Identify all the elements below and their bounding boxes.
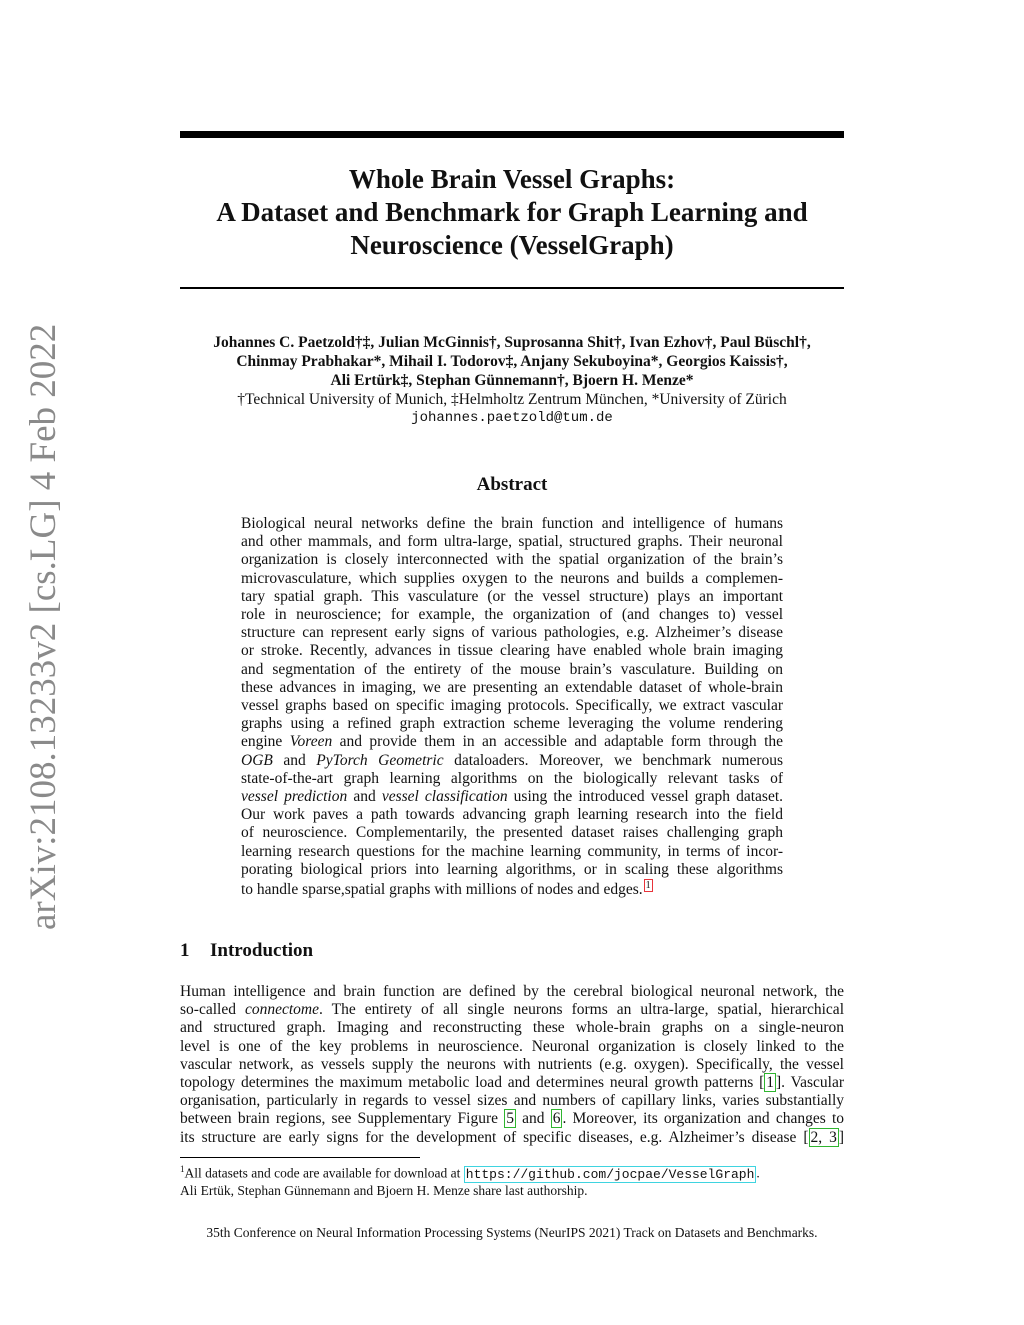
abstract-line <box>241 879 783 899</box>
abstract-line: state-of-the-art graph learning algorithms on the biologically relevant tasks of <box>241 769 783 787</box>
abstract-line: Our work paves a path towards advancing graph learning research into the field <box>241 806 783 824</box>
footnote-mark: 1 <box>180 1164 185 1174</box>
author-list <box>180 333 844 390</box>
section-heading <box>180 940 313 962</box>
title-rule <box>180 287 844 289</box>
abstract-line: or stroke. Recently, advances in tissue clearing have enabled whole brain imaging <box>241 642 783 660</box>
paper-title <box>180 163 844 262</box>
title-line: Neuroscience (VesselGraph) <box>350 230 674 260</box>
pyg-term: PyTorch Geometric <box>316 751 444 769</box>
footnote-text: All datasets and code are available for download at <box>184 1165 461 1181</box>
abstract-line: these advances in imaging, we are presenting an extendable dataset of whole-brain <box>241 678 783 696</box>
intro-line: Human intelligence and brain function are defined by the cerebral biological neuronal network, the <box>180 983 844 1000</box>
abstract-text: and provide them in an accessible and adaptable form through the <box>339 733 784 751</box>
citation-link[interactable]: 1 <box>766 1074 775 1092</box>
intro-line: organisation, particularly in regards to vessel sizes and numbers of capillary links, varies substantially <box>180 1092 844 1110</box>
abstract-line: learning research questions for the machine learning community, in terms of incor- <box>241 842 783 860</box>
intro-line <box>180 1001 844 1019</box>
abstract-line: vessel graphs based on specific imaging protocols. Specifically, we extract vascular <box>241 697 783 715</box>
author-line: Chinmay Prabhakar*, Mihail I. Todorov‡, Anjany Sekuboyina*, Georgios Kaissis†, <box>236 353 788 370</box>
section-number: 1 <box>180 940 190 961</box>
author-line: Ali Ertürk‡, Stephan Günnemann†, Bjoern H. Menze* <box>330 372 694 389</box>
abstract-line: organization is closely interconnected with the spatial organization of the brain’s <box>241 551 783 569</box>
introduction-body <box>180 983 844 1147</box>
repository-link[interactable]: https://github.com/jocpae/VesselGraph <box>465 1166 755 1182</box>
abstract-line <box>241 733 783 751</box>
intro-text: ]. Vascular <box>776 1074 844 1092</box>
intro-line <box>180 1129 844 1147</box>
voreen-term: Voreen <box>289 733 333 751</box>
abstract-line: microvasculature, which supplies oxygen to the neurons and builds a complemen- <box>241 569 783 587</box>
abstract-line: and other mammals, and form ultra-large, spatial, structured graphs. Their neuronal <box>241 533 783 551</box>
abstract-line: structure can represent early signs of various pathologies, e.g. Alzheimer’s disease <box>241 624 783 642</box>
figure-link[interactable]: 6 <box>552 1110 561 1128</box>
footnote-link[interactable]: 1 <box>645 880 651 892</box>
intro-line: level is one of the key problems in neuroscience. Neuronal organization is closely linked to the <box>180 1037 844 1055</box>
abstract-line: and segmentation of the entirety of the mouse brain’s vasculature. Building on <box>241 660 783 678</box>
ogb-term: OGB <box>241 751 273 769</box>
abstract-line: role in neuroscience; for example, the organization of (and changes to) vessel <box>241 606 783 624</box>
intro-text: . Moreover, its organization and changes to <box>562 1110 845 1128</box>
intro-text: . The entirety of all single neurons forms an ultra-large, spatial, hierarchical <box>319 1001 844 1019</box>
section-title: Introduction <box>210 940 314 961</box>
intro-line: and structured graph. Imaging and reconstructing these whole-brain graphs on a single-neuron <box>180 1019 844 1037</box>
contact-email[interactable]: johannes.paetzold@tum.de <box>411 410 613 426</box>
figure-link[interactable]: 5 <box>506 1110 514 1128</box>
intro-line <box>180 1110 844 1128</box>
intro-text: topology determines the maximum metabolic load and determines neural growth patterns [ <box>180 1074 765 1092</box>
title-line: Whole Brain Vessel Graphs: <box>348 164 676 194</box>
abstract-text: dataloaders. Moreover, we benchmark numerous <box>454 751 784 769</box>
vessel-classification-term: vessel classification <box>381 788 508 806</box>
intro-text: ] <box>838 1128 844 1146</box>
abstract-line: Biological neural networks define the brain function and intelligence of humans <box>241 515 783 532</box>
venue-note: 35th Conference on Neural Information Processing Systems (NeurIPS 2021) Track on Datasets and Benchmarks. <box>206 1225 818 1240</box>
abstract-line: graphs using a refined graph extraction scheme leveraging the volume rendering <box>241 715 783 733</box>
vessel-prediction-term: vessel prediction <box>241 788 348 806</box>
arxiv-stamp: arXiv:2108.13233v2 [cs.LG] 4 Feb 2022 <box>23 323 64 930</box>
footnote <box>180 1161 844 1199</box>
top-rule <box>180 131 844 138</box>
abstract-line: tary spatial graph. This vasculature (or the vessel structure) plays an important <box>241 587 783 605</box>
abstract-text: engine <box>241 733 283 751</box>
footnote-line: Ali Ertük, Stephan Günnemann and Bjoern H. Menze share last authorship. <box>180 1182 588 1198</box>
title-line: A Dataset and Benchmark for Graph Learning and <box>216 197 808 227</box>
abstract-text: using the introduced vessel graph dataset. <box>513 788 784 806</box>
abstract-text: and <box>353 788 376 806</box>
abstract-body <box>241 515 783 899</box>
abstract-line <box>241 788 783 806</box>
abstract-line <box>241 752 783 770</box>
intro-text: its structure are early signs for the development of specific diseases, e.g. Alzheimer’s disease [ <box>180 1128 809 1146</box>
affiliations: †Technical University of Munich, ‡Helmholtz Zentrum München, *University of Zürich <box>237 391 787 408</box>
abstract-heading: Abstract <box>476 474 548 495</box>
intro-text: between brain regions, see Supplementary Figure <box>180 1110 499 1128</box>
intro-line: vascular network, as vessels supply the neurons with nutrients (e.g. oxygen). Specifically, the vessel <box>180 1055 844 1073</box>
connectome-term: connectome <box>244 1001 319 1019</box>
author-line: Johannes C. Paetzold†‡, Julian McGinnis†, Suprosanna Shit†, Ivan Ezhov†, Paul Büschl†, <box>213 334 811 351</box>
footnote-rule <box>180 1157 420 1158</box>
citation-link[interactable]: 2, 3 <box>810 1128 837 1146</box>
abstract-line: porating biological priors into learning algorithms, or in scaling these algorithms <box>241 860 783 878</box>
abstract-line: of neuroscience. Complementarily, the presented dataset raises challenging graph <box>241 824 783 842</box>
abstract-text: to handle sparse,spatial graphs with millions of nodes and edges. <box>241 881 643 899</box>
intro-text: and <box>522 1110 545 1128</box>
abstract-text: and <box>283 751 306 769</box>
intro-line <box>180 1074 844 1092</box>
footnote-text: . <box>756 1165 760 1181</box>
intro-text: so-called <box>180 1001 236 1019</box>
footnote-line <box>180 1161 844 1183</box>
